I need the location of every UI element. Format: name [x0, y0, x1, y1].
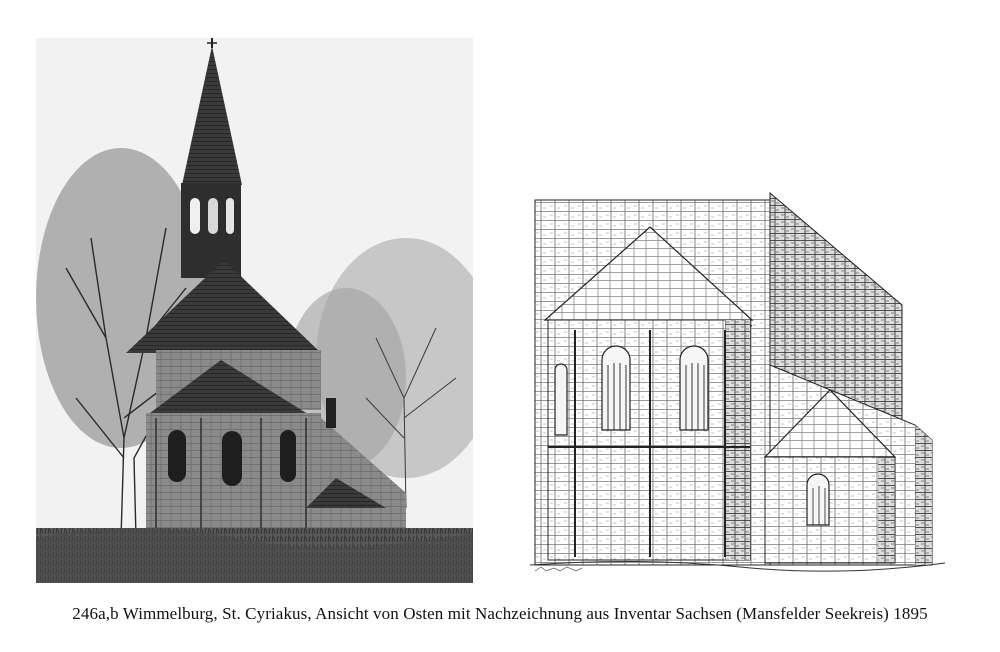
church-photograph-image [36, 38, 473, 583]
church-drawing-image [520, 185, 952, 580]
church-drawing [520, 185, 952, 580]
church-photograph [36, 38, 473, 583]
figure-caption: 246a,b Wimmelburg, St. Cyriakus, Ansicht von Osten mit Nachzeichnung aus Inventar Sachsen (Mansfelder Seekreis) 1895 [72, 604, 928, 623]
